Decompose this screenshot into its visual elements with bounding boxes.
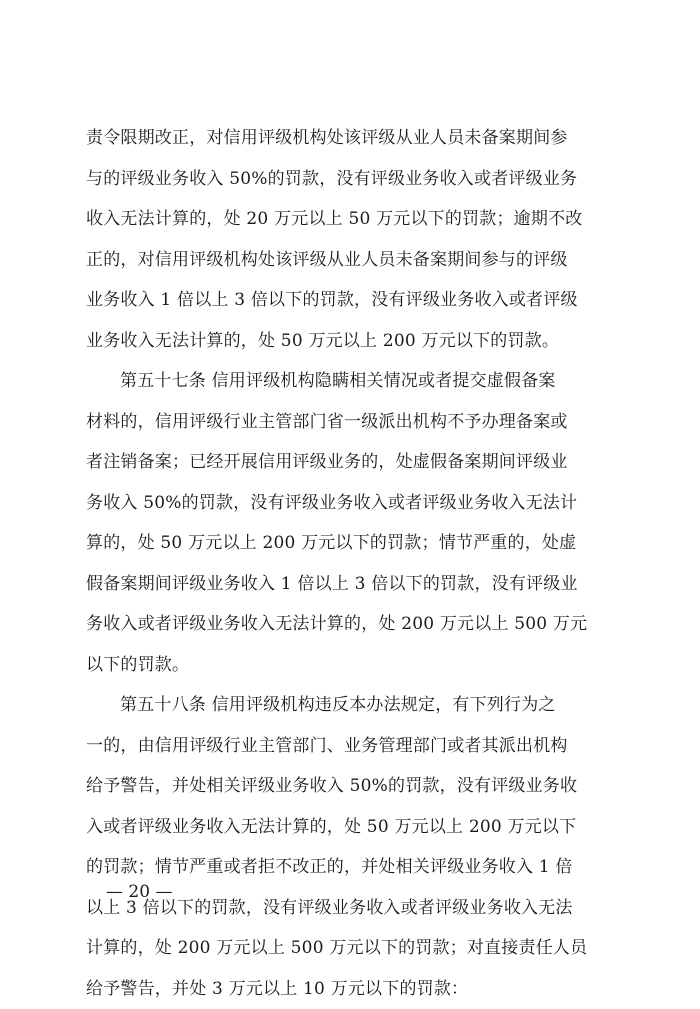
page-number: — 20 —: [106, 882, 172, 902]
text-line: 收入无法计算的，处 20 万元以上 50 万元以下的罚款；逾期不改: [86, 199, 616, 240]
text-line: 业务收入无法计算的，处 50 万元以上 200 万元以下的罚款。: [86, 321, 616, 362]
text-line: 以上 3 倍以下的罚款，没有评级业务收入或者评级业务收入无法: [86, 888, 616, 929]
text-line: 给予警告，并处相关评级业务收入 50%的罚款，没有评级业务收: [86, 766, 616, 807]
document-body: [86, 118, 616, 1009]
text-line: 责令限期改正，对信用评级机构处该评级从业人员未备案期间参: [86, 118, 616, 159]
text-line: 与的评级业务收入 50%的罚款，没有评级业务收入或者评级业务: [86, 159, 616, 200]
text-line: 正的，对信用评级机构处该评级从业人员未备案期间参与的评级: [86, 240, 616, 281]
text-line: 给予警告，并处 3 万元以上 10 万元以下的罚款：: [86, 969, 616, 1009]
text-line: 的罚款；情节严重或者拒不改正的，并处相关评级业务收入 1 倍: [86, 847, 616, 888]
text-line: 假备案期间评级业务收入 1 倍以上 3 倍以下的罚款，没有评级业: [86, 564, 616, 605]
text-line: 第五十七条 信用评级机构隐瞒相关情况或者提交虚假备案: [86, 361, 616, 402]
text-line: 第五十八条 信用评级机构违反本办法规定，有下列行为之: [86, 685, 616, 726]
text-line: 业务收入 1 倍以上 3 倍以下的罚款，没有评级业务收入或者评级: [86, 280, 616, 321]
text-line: 材料的，信用评级行业主管部门省一级派出机构不予办理备案或: [86, 402, 616, 443]
text-line: 一的，由信用评级行业主管部门、业务管理部门或者其派出机构: [86, 726, 616, 767]
text-line: 务收入或者评级业务收入无法计算的，处 200 万元以上 500 万元: [86, 604, 616, 645]
text-line: 入或者评级业务收入无法计算的，处 50 万元以上 200 万元以下: [86, 807, 616, 848]
text-line: 务收入 50%的罚款，没有评级业务收入或者评级业务收入无法计: [86, 483, 616, 524]
text-line: 以下的罚款。: [86, 645, 616, 686]
text-line: 算的，处 50 万元以上 200 万元以下的罚款；情节严重的，处虚: [86, 523, 616, 564]
text-line: 计算的，处 200 万元以上 500 万元以下的罚款；对直接责任人员: [86, 928, 616, 969]
text-line: 者注销备案；已经开展信用评级业务的，处虚假备案期间评级业: [86, 442, 616, 483]
